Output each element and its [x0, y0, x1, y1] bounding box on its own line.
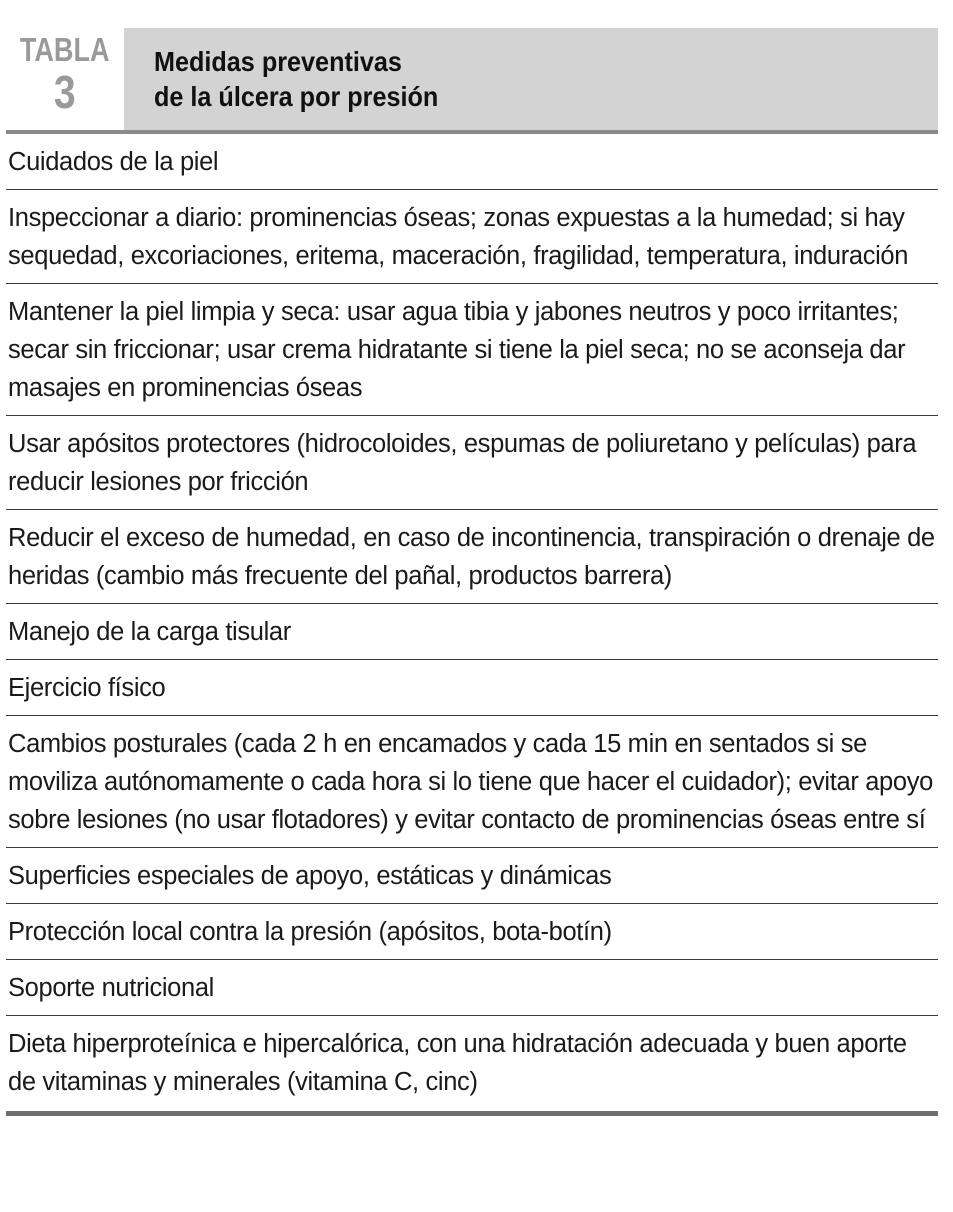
table-title — [124, 28, 938, 130]
table-title-line-1: Medidas preventivas — [154, 46, 402, 77]
row-text: Superficies especiales de apoyo, estáticas y dinámicas — [8, 862, 612, 890]
preventive-measures-table — [6, 28, 938, 1116]
row-text: Soporte nutricional — [8, 974, 214, 1002]
table-header — [6, 28, 938, 134]
table-row — [6, 960, 938, 1016]
table-row — [6, 1016, 938, 1116]
row-text: Manejo de la carga tisular — [8, 618, 291, 646]
row-text: Reducir el exceso de humedad, en caso de incontinencia, transpiración o drenaje de heridas (cambio más frecuente del pañal, productos barrera) — [8, 524, 935, 590]
table-row — [6, 190, 938, 284]
row-text: Cuidados de la piel — [8, 148, 219, 176]
row-text: Protección local contra la presión (apósitos, bota-botín) — [8, 918, 612, 946]
row-text: Mantener la piel limpia y seca: usar agua tibia y jabones neutros y poco irritantes; secar sin friccionar; usar crema hidratante si tiene la piel seca; no se aconseja dar masajes en prominencias óseas — [8, 298, 906, 402]
table-row — [6, 510, 938, 604]
table-row — [6, 904, 938, 960]
row-text: Usar apósitos protectores (hidrocoloides, espumas de poliuretano y películas) para reducir lesiones por fricción — [8, 430, 917, 496]
table-row — [6, 604, 938, 660]
table-row — [6, 660, 938, 716]
table-row — [6, 848, 938, 904]
table-label — [6, 28, 124, 130]
table-row — [6, 416, 938, 510]
table-label-word: TABLA — [20, 31, 110, 68]
row-text: Cambios posturales (cada 2 h en encamados y cada 15 min en sentados si se moviliza autónomamente o cada hora si lo tiene que hacer el cuidador); evitar apoyo sobre lesiones (no usar flotadores) y evitar contacto de prominencias óseas entre sí — [8, 730, 933, 834]
table-label-number: 3 — [54, 66, 76, 118]
table-title-line-2: de la úlcera por presión — [154, 81, 439, 112]
table-row — [6, 716, 938, 848]
row-text: Dieta hiperproteínica e hipercalórica, con una hidratación adecuada y buen aporte de vitaminas y minerales (vitamina C, cinc) — [8, 1030, 907, 1096]
row-text: Inspeccionar a diario: prominencias óseas; zonas expuestas a la humedad; si hay sequedad, excoriaciones, eritema, maceración, fragilidad, temperatura, induración — [8, 204, 909, 270]
table-row — [6, 284, 938, 416]
table-body — [6, 134, 938, 1116]
row-text: Ejercicio físico — [8, 674, 166, 702]
table-row — [6, 134, 938, 190]
